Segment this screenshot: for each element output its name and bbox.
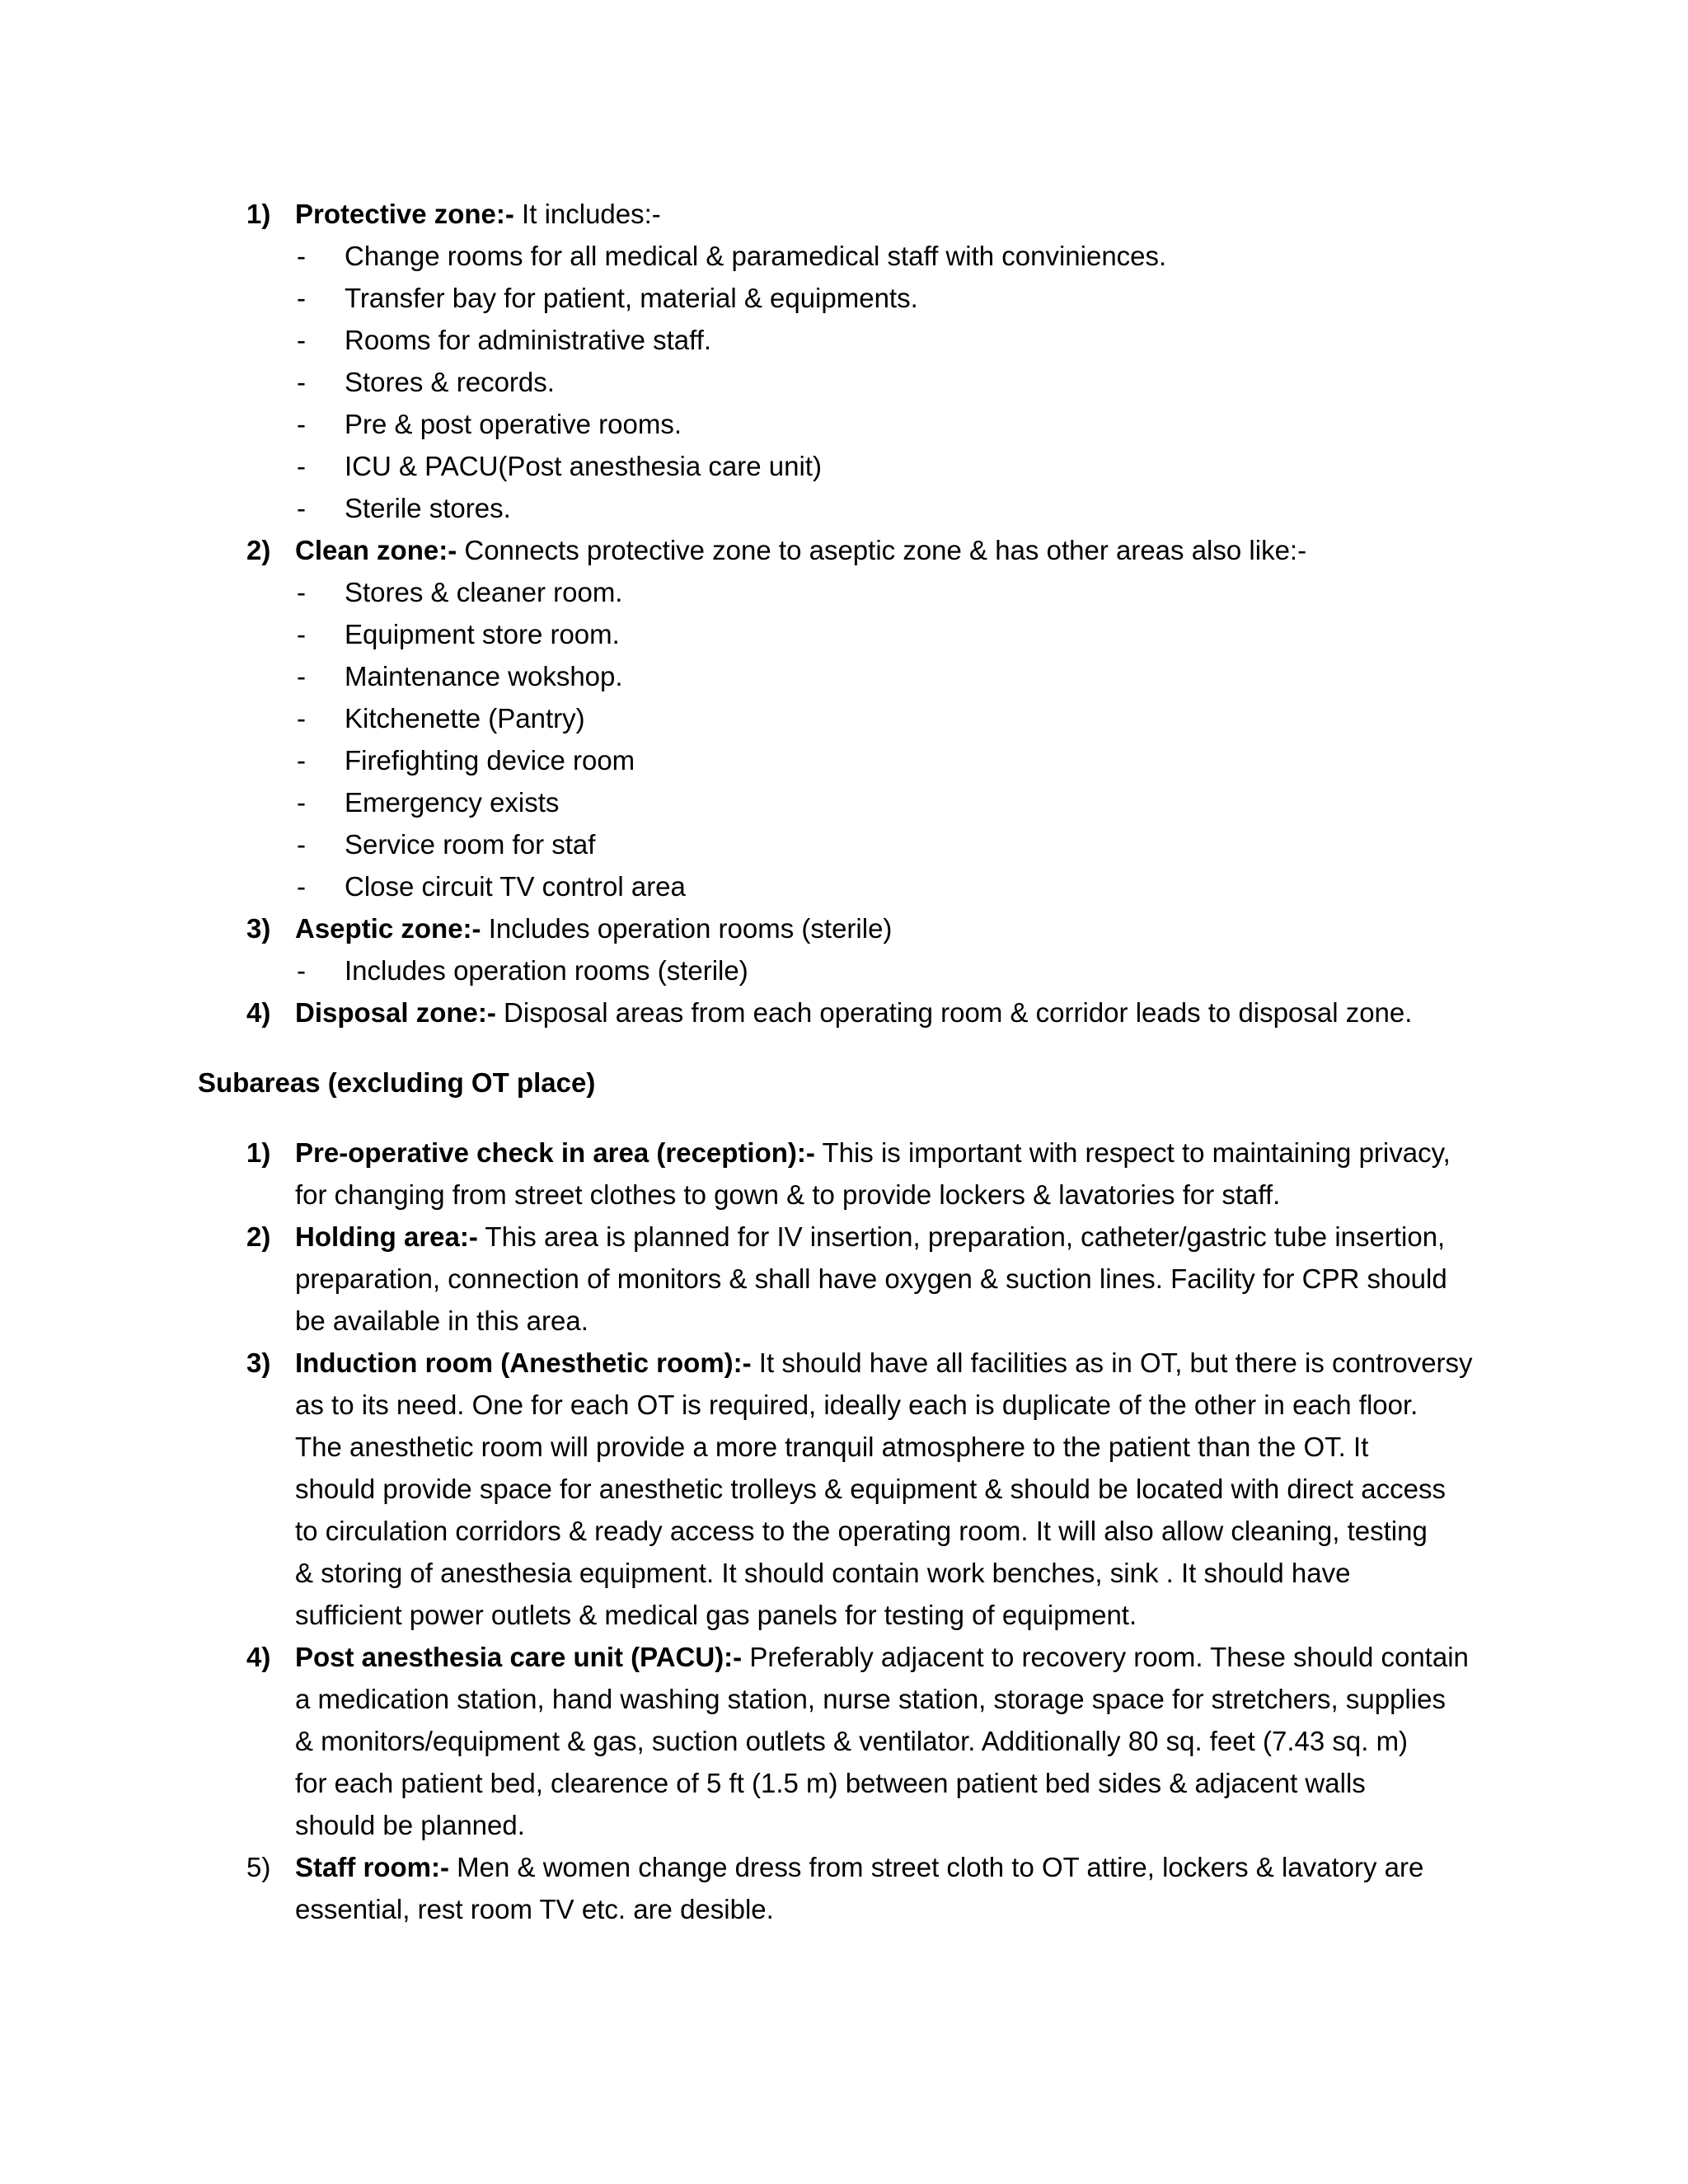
subarea-line: & monitors/equipment & gas, suction outlets & ventilator. Additionally 80 sq. feet (7.43 sq. m) — [295, 1726, 1409, 1756]
list-item: Kitchenette (Pantry) — [345, 703, 585, 733]
list-item: Stores & records. — [345, 367, 555, 397]
zone-text: It includes:- — [513, 199, 661, 229]
list-item: Maintenance wokshop. — [345, 661, 623, 691]
zone-number: 3) — [246, 913, 271, 944]
subarea-title: Holding area:- — [295, 1221, 478, 1252]
zone-line — [295, 912, 892, 945]
subarea-title: Induction room (Anesthetic room):- — [295, 1347, 752, 1378]
list-item: Close circuit TV control area — [345, 871, 686, 902]
subarea-line: sufficient power outlets & medical gas panels for testing of equipment. — [295, 1600, 1137, 1630]
list-item: Includes operation rooms (sterile) — [345, 955, 748, 986]
list-item: ICU & PACU(Post anesthesia care unit) — [345, 451, 822, 481]
zone-number: 4) — [246, 997, 271, 1028]
subarea-number: 5) — [246, 1852, 271, 1882]
zone-line — [295, 198, 661, 231]
list-item: Firefighting device room — [345, 745, 635, 776]
subarea-line: preparation, connection of monitors & shall have oxygen & suction lines. Facility for CPR should — [295, 1263, 1447, 1294]
subarea-line: for each patient bed, clearence of 5 ft (1.5 m) between patient bed sides & adjacent walls — [295, 1768, 1366, 1798]
subarea-number: 2) — [246, 1221, 271, 1252]
subarea-line: as to its need. One for each OT is required, ideally each is duplicate of the other in each floor. — [295, 1390, 1418, 1420]
zone-text: Includes operation rooms (sterile) — [481, 913, 893, 944]
subarea-line: The anesthetic room will provide a more tranquil atmosphere to the patient than the OT. It — [295, 1432, 1369, 1462]
zone-title: Protective zone:- — [295, 199, 514, 229]
list-item: Sterile stores. — [345, 493, 511, 523]
subarea-title: Staff room:- — [295, 1852, 449, 1882]
subarea-number: 3) — [246, 1347, 271, 1378]
zone-text: Disposal areas from each operating room & corridor leads to disposal zone. — [495, 997, 1413, 1028]
zone-title: Clean zone:- — [295, 535, 457, 565]
zone-title: Disposal zone:- — [295, 997, 496, 1028]
subarea-line: essential, rest room TV etc. are desible. — [295, 1894, 774, 1924]
subarea-line: Pre-operative check in area (reception):- This is important with respect to maintaining privacy, — [295, 1137, 1451, 1168]
zone-text: Connects protective zone to aseptic zone & has other areas also like:- — [457, 535, 1307, 565]
subarea-line: should be planned. — [295, 1810, 525, 1840]
list-item: Pre & post operative rooms. — [345, 409, 682, 439]
subarea-line: Post anesthesia care unit (PACU):- Preferably adjacent to recovery room. These should contain — [295, 1642, 1469, 1672]
zone-line — [295, 996, 1412, 1029]
list-item: Service room for staf — [345, 829, 596, 860]
list-item: Transfer bay for patient, material & equipments. — [345, 283, 918, 313]
zone-number: 2) — [246, 535, 271, 565]
subarea-number: 4) — [246, 1642, 271, 1672]
subarea-line: Induction room (Anesthetic room):- It should have all facilities as in OT, but there is controversy — [295, 1347, 1473, 1378]
document-page: 1) Protective zone:- It includes:- - Change rooms for all medical & paramedical staff with conviniences. - Transfer bay for patient, material & equipments. - Rooms for administrative staff. - Stores & records. - Pre & post operative rooms. - ICU & PACU(Post anesthesia care unit) - Sterile stores. 2) Clean zone:- Connects protective zone to aseptic zone & has other areas also like:- - Stores & cleaner room. - Equipment store room. - Maintenance wokshop. - Kitchenette (Pantry) - Firefighting device room - Emergency exists - Service room for staf - Close circuit TV control area 3) Aseptic zone:- Includes operation rooms (sterile) - Includes operation rooms (sterile) 4) Disposal zone:- Disposal areas from each operating room & corridor leads to disposal zone. Subareas (excluding OT place) 1) Pre-operative check in area (reception):- This is important with respect to maintaining privacy, for changing from street clothes to gown & to provide lockers & lavatories for staff. 2) Holding area:- This area is planned for IV insertion, preparation, catheter/gastric tube insertion, preparation, connection of monitors & shall have oxygen & suction lines. Facility for CPR should be available in this area. 3) Induction room (Anesthetic room):- It should have all facilities as in OT, but there is controversy as to its need. One for each OT is required, ideally each is duplicate of the other in each floor. The anesthetic room will provide a more tranquil atmosphere to the patient than the OT. It should provide space for anesthetic trolleys & equipment & should be located with direct access to circulation corridors & ready access to the operating room. It will also allow cleaning, testing & storing of anesthesia equipment. It should contain work benches, sink . It should have sufficient power outlets & medical gas panels for testing of equipment. 4) Post anesthesia care unit (PACU):- Preferably adjacent to recovery room. These should contain a medication station, hand washing station, nurse station, storage space for stretchers, supplies & monitors/equipment & gas, suction outlets & ventilator. Additionally 80 sq. feet (7.43 sq. m) for each patient bed, clearence of 5 ft (1.5 m) between patient bed sides & adjacent walls should be planned. 5) Staff room:- Men & women change dress from street cloth to OT attire, lockers & lavatory are essential, rest room TV etc. are desible. — [198, 199, 1473, 1924]
subarea-line: should provide space for anesthetic trolleys & equipment & should be located with direct access — [295, 1474, 1446, 1504]
zone-number: 1) — [246, 199, 271, 229]
subarea-line: Holding area:- This area is planned for IV insertion, preparation, catheter/gastric tube insertion, — [295, 1221, 1446, 1252]
list-item: Emergency exists — [345, 787, 560, 818]
list-item: Stores & cleaner room. — [345, 577, 623, 607]
subarea-line: to circulation corridors & ready access to the operating room. It will also allow cleaning, testing — [295, 1516, 1428, 1546]
subarea-line: be available in this area. — [295, 1305, 588, 1336]
subarea-number: 1) — [246, 1137, 271, 1168]
list-item: Rooms for administrative staff. — [345, 325, 712, 355]
subarea-line: Staff room:- Men & women change dress from street cloth to OT attire, lockers & lavatory are — [295, 1852, 1424, 1882]
subarea-line: & storing of anesthesia equipment. It should contain work benches, sink . It should have — [295, 1558, 1351, 1588]
section-heading: Subareas (excluding OT place) — [198, 1067, 596, 1098]
zone-line — [295, 534, 1306, 567]
list-item: Change rooms for all medical & paramedical staff with conviniences. — [345, 241, 1167, 271]
subarea-title: Post anesthesia care unit (PACU):- — [295, 1642, 743, 1672]
subarea-title: Pre-operative check in area (reception):- — [295, 1137, 815, 1168]
zone-title: Aseptic zone:- — [295, 913, 481, 944]
list-item: Equipment store room. — [345, 619, 620, 649]
subarea-line: for changing from street clothes to gown & to provide lockers & lavatories for staff. — [295, 1179, 1281, 1210]
subarea-line: a medication station, hand washing station, nurse station, storage space for stretchers, supplies — [295, 1684, 1446, 1714]
